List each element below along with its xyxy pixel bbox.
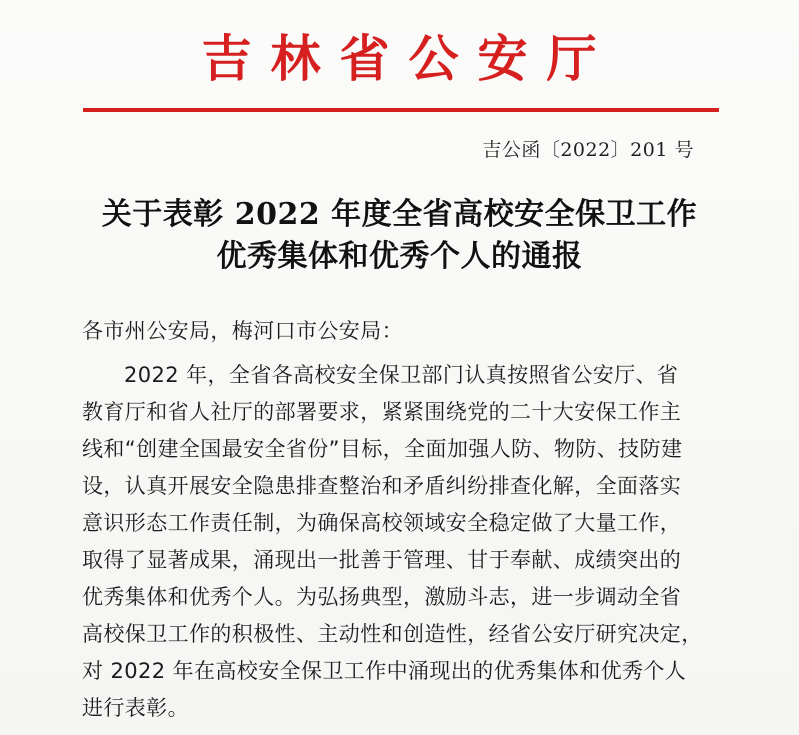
notice-title — [0, 194, 799, 278]
notice-title-line-2: 优秀集体和优秀个人的通报 — [216, 239, 583, 274]
body-paragraph — [82, 357, 710, 727]
notice-title-line-1: 关于表彰 2022 年度全省高校安全保卫工作 — [101, 197, 698, 232]
body-line: 线和“创建全国最安全省份”目标，全面加强人防、物防、技防建 — [82, 437, 683, 461]
body-line: 意识形态工作责任制，为确保高校领域安全稳定做了大量工作， — [82, 511, 682, 535]
body-line: 进行表彰。 — [82, 696, 189, 720]
document-number: 吉公函〔2022〕201 号 — [482, 139, 694, 161]
body-line: 优秀集体和优秀个人。为弘扬典型，激励斗志，进一步调动全省 — [82, 585, 682, 609]
red-divider-line — [83, 108, 719, 112]
body-line: 高校保卫工作的积极性、主动性和创造性，经省公安厅研究决定， — [82, 622, 703, 646]
body-line: 对 2022 年在高校安全保卫工作中涌现出的优秀集体和优秀个人 — [82, 659, 687, 683]
body-line: 设，认真开展安全隐患排查整治和矛盾纠纷排查化解，全面落实 — [82, 474, 682, 498]
body-line: 取得了显著成果，涌现出一批善于管理、甘于奉献、成绩突出的 — [82, 548, 682, 572]
body-line: 教育厅和省人社厅的部署要求，紧紧围绕党的二十大安保工作主 — [82, 400, 682, 424]
salutation: 各市州公安局，梅河口市公安局： — [82, 319, 403, 343]
body-line: 2022 年，全省各高校安全保卫部门认真按照省公安厅、省 — [124, 363, 679, 387]
issuing-authority-header: 吉林省公安厅 — [201, 29, 616, 88]
